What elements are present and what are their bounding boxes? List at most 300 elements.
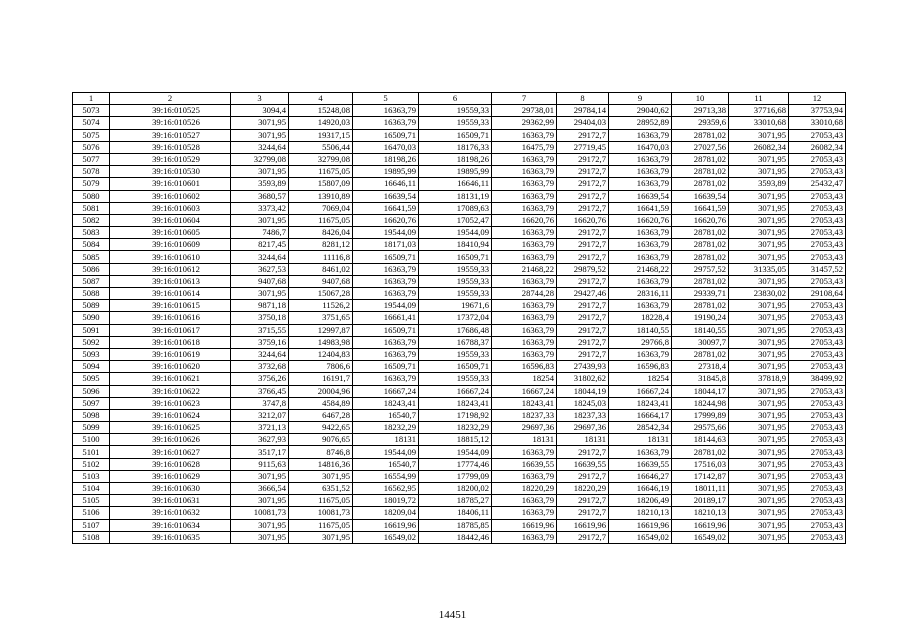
table-cell: 14816,36 <box>289 458 353 470</box>
column-header: 3 <box>231 93 289 105</box>
table-cell: 3071,95 <box>729 507 789 519</box>
table-cell: 16788,37 <box>419 336 492 348</box>
table-cell: 27053,43 <box>789 397 846 409</box>
table-cell: 18131 <box>492 434 557 446</box>
table-cell: 39:16:010621 <box>110 373 231 385</box>
table-cell: 16639,54 <box>353 190 419 202</box>
table-cell: 19895,99 <box>419 166 492 178</box>
table-cell: 27053,43 <box>789 348 846 360</box>
table-cell: 29172,7 <box>557 495 609 507</box>
table-cell: 3071,95 <box>231 117 289 129</box>
table-cell: 17799,09 <box>419 470 492 482</box>
table-cell: 16363,79 <box>492 495 557 507</box>
table-row <box>73 470 846 482</box>
table-cell: 3212,07 <box>231 409 289 421</box>
table-cell: 18243,41 <box>609 397 672 409</box>
table-cell: 23830,02 <box>729 288 789 300</box>
table-cell: 3071,95 <box>729 227 789 239</box>
table-cell: 5093 <box>73 348 110 360</box>
table-cell: 29172,7 <box>557 446 609 458</box>
table-cell: 27053,43 <box>789 312 846 324</box>
table-row <box>73 434 846 446</box>
table-cell: 16639,54 <box>672 190 729 202</box>
table-cell: 12997,87 <box>289 324 353 336</box>
table-cell: 5104 <box>73 483 110 495</box>
table-cell: 29172,7 <box>557 275 609 287</box>
table-cell: 17198,92 <box>419 409 492 421</box>
table-cell: 16363,79 <box>353 117 419 129</box>
table-row <box>73 458 846 470</box>
table-cell: 27053,43 <box>789 458 846 470</box>
table-cell: 27053,43 <box>789 336 846 348</box>
table-cell: 39:16:010527 <box>110 129 231 141</box>
table-cell: 37818,9 <box>729 373 789 385</box>
table-cell: 16596,83 <box>609 361 672 373</box>
table-cell: 18228,4 <box>609 312 672 324</box>
table-cell: 29040,62 <box>609 105 672 117</box>
table-cell: 5086 <box>73 263 110 275</box>
table-cell: 16549,02 <box>609 531 672 543</box>
table-row <box>73 373 846 385</box>
table-cell: 16363,79 <box>492 178 557 190</box>
table-cell: 32799,08 <box>231 153 289 165</box>
table-cell: 5090 <box>73 312 110 324</box>
table-cell: 16363,79 <box>609 251 672 263</box>
table-cell: 8461,02 <box>289 263 353 275</box>
table-cell: 3593,89 <box>729 178 789 190</box>
table-cell: 39:16:010603 <box>110 202 231 214</box>
table-cell: 18019,72 <box>353 495 419 507</box>
table-cell: 18131 <box>609 434 672 446</box>
table-cell: 26082,34 <box>789 141 846 153</box>
table-cell: 16619,96 <box>353 519 419 531</box>
table-cell: 3071,95 <box>231 129 289 141</box>
table-cell: 16363,79 <box>353 336 419 348</box>
column-header: 10 <box>672 93 729 105</box>
table-cell: 5088 <box>73 288 110 300</box>
table-cell: 16363,79 <box>609 153 672 165</box>
table-cell: 29404,03 <box>557 117 609 129</box>
table-cell: 16363,79 <box>492 531 557 543</box>
table-cell: 11675,05 <box>289 495 353 507</box>
table-cell: 5095 <box>73 373 110 385</box>
table-row <box>73 385 846 397</box>
table-cell: 3071,95 <box>729 129 789 141</box>
table-cell: 19190,24 <box>672 312 729 324</box>
table-row <box>73 214 846 226</box>
table-cell: 39:16:010609 <box>110 239 231 251</box>
table-cell: 5107 <box>73 519 110 531</box>
table-cell: 17686,48 <box>419 324 492 336</box>
table-row <box>73 348 846 360</box>
table-cell: 18206,49 <box>609 495 672 507</box>
table-cell: 18140,55 <box>609 324 672 336</box>
table-cell: 9407,68 <box>289 275 353 287</box>
table-cell: 31457,52 <box>789 263 846 275</box>
table-cell: 29108,64 <box>789 288 846 300</box>
table-cell: 3751,65 <box>289 312 353 324</box>
table-row <box>73 312 846 324</box>
table-cell: 33010,68 <box>789 117 846 129</box>
table-row <box>73 409 846 421</box>
table-cell: 16540,7 <box>353 409 419 421</box>
table-cell: 18410,94 <box>419 239 492 251</box>
table-cell: 3071,95 <box>729 483 789 495</box>
table-cell: 3071,95 <box>231 214 289 226</box>
table-cell: 16620,76 <box>557 214 609 226</box>
table-cell: 39:16:010625 <box>110 422 231 434</box>
table-cell: 5098 <box>73 409 110 421</box>
table-cell: 27053,43 <box>789 361 846 373</box>
table-cell: 18244,98 <box>672 397 729 409</box>
table-cell: 3071,95 <box>729 275 789 287</box>
table-cell: 7069,04 <box>289 202 353 214</box>
table-cell: 28781,02 <box>672 178 729 190</box>
table-cell: 18243,41 <box>492 397 557 409</box>
table-cell: 37753,94 <box>789 105 846 117</box>
table-cell: 16363,79 <box>609 275 672 287</box>
table-cell: 27719,45 <box>557 141 609 153</box>
table-cell: 29172,7 <box>557 300 609 312</box>
table-cell: 27053,43 <box>789 483 846 495</box>
table-cell: 33010,68 <box>729 117 789 129</box>
table-cell: 10081,73 <box>289 507 353 519</box>
table-cell: 16620,76 <box>672 214 729 226</box>
table-cell: 16509,71 <box>419 129 492 141</box>
table-cell: 39:16:010620 <box>110 361 231 373</box>
table-row <box>73 105 846 117</box>
table-row <box>73 227 846 239</box>
table-cell: 39:16:010627 <box>110 446 231 458</box>
table-cell: 39:16:010602 <box>110 190 231 202</box>
table-cell: 16549,02 <box>353 531 419 543</box>
table-cell: 27027,56 <box>672 141 729 153</box>
table-cell: 19559,33 <box>419 373 492 385</box>
table-row <box>73 178 846 190</box>
table-cell: 3071,95 <box>729 470 789 482</box>
table-cell: 16509,71 <box>353 129 419 141</box>
column-header: 11 <box>729 93 789 105</box>
table-row <box>73 483 846 495</box>
table-cell: 18785,27 <box>419 495 492 507</box>
table-cell: 18232,29 <box>353 422 419 434</box>
table-cell: 3071,95 <box>729 361 789 373</box>
table-cell: 16667,24 <box>353 385 419 397</box>
table-cell: 5100 <box>73 434 110 446</box>
table-cell: 19559,33 <box>419 348 492 360</box>
table-cell: 9871,18 <box>231 300 289 312</box>
table-cell: 18131 <box>557 434 609 446</box>
table-cell: 15067,28 <box>289 288 353 300</box>
table-cell: 3071,95 <box>729 324 789 336</box>
table-cell: 3766,45 <box>231 385 289 397</box>
table-cell: 16363,79 <box>609 239 672 251</box>
table-cell: 18171,03 <box>353 239 419 251</box>
table-cell: 17999,89 <box>672 409 729 421</box>
column-header: 4 <box>289 93 353 105</box>
table-cell: 16619,96 <box>609 519 672 531</box>
table-cell: 39:16:010614 <box>110 288 231 300</box>
table-cell: 18243,41 <box>419 397 492 409</box>
table-cell: 6467,28 <box>289 409 353 421</box>
table-cell: 3071,95 <box>729 519 789 531</box>
table-cell: 3071,95 <box>729 239 789 251</box>
table-cell: 3071,95 <box>231 288 289 300</box>
table-cell: 16363,79 <box>492 129 557 141</box>
table-cell: 5075 <box>73 129 110 141</box>
table-cell: 27053,43 <box>789 470 846 482</box>
column-header: 1 <box>73 93 110 105</box>
table-cell: 3244,64 <box>231 141 289 153</box>
table-cell: 16363,79 <box>492 202 557 214</box>
table-cell: 19895,99 <box>353 166 419 178</box>
table-cell: 16554,99 <box>353 470 419 482</box>
table-cell: 16641,59 <box>353 202 419 214</box>
table-cell: 29172,7 <box>557 312 609 324</box>
column-header: 6 <box>419 93 492 105</box>
table-cell: 29172,7 <box>557 348 609 360</box>
table-cell: 3756,26 <box>231 373 289 385</box>
table-cell: 16363,79 <box>353 105 419 117</box>
table-cell: 3715,55 <box>231 324 289 336</box>
table-cell: 27318,4 <box>672 361 729 373</box>
table-cell: 27053,43 <box>789 239 846 251</box>
table-cell: 3071,95 <box>729 190 789 202</box>
table-cell: 3750,18 <box>231 312 289 324</box>
table-cell: 18243,41 <box>353 397 419 409</box>
table-cell: 19671,6 <box>419 300 492 312</box>
table-cell: 3071,95 <box>729 422 789 434</box>
table-cell: 5074 <box>73 117 110 129</box>
table-cell: 29172,7 <box>557 202 609 214</box>
table-cell: 3627,53 <box>231 263 289 275</box>
table-cell: 6351,52 <box>289 483 353 495</box>
table-cell: 14920,03 <box>289 117 353 129</box>
table-cell: 18198,26 <box>353 153 419 165</box>
table-cell: 5087 <box>73 275 110 287</box>
table-cell: 11675,05 <box>289 519 353 531</box>
table-cell: 17052,47 <box>419 214 492 226</box>
table-cell: 39:16:010616 <box>110 312 231 324</box>
table-cell: 18815,12 <box>419 434 492 446</box>
column-header: 7 <box>492 93 557 105</box>
table-cell: 3666,54 <box>231 483 289 495</box>
table-cell: 16596,83 <box>492 361 557 373</box>
table-cell: 29172,7 <box>557 251 609 263</box>
table-cell: 5091 <box>73 324 110 336</box>
table-row <box>73 129 846 141</box>
table-cell: 27053,43 <box>789 202 846 214</box>
table-cell: 16667,24 <box>492 385 557 397</box>
column-header: 8 <box>557 93 609 105</box>
table-cell: 28781,02 <box>672 348 729 360</box>
table-cell: 17774,46 <box>419 458 492 470</box>
table-cell: 19544,09 <box>419 227 492 239</box>
table-cell: 16664,17 <box>609 409 672 421</box>
table-cell: 39:16:010613 <box>110 275 231 287</box>
table-cell: 39:16:010632 <box>110 507 231 519</box>
table-cell: 18220,29 <box>557 483 609 495</box>
table-cell: 16620,76 <box>353 214 419 226</box>
table-cell: 3071,95 <box>231 166 289 178</box>
table-cell: 11675,05 <box>289 214 353 226</box>
table-cell: 39:16:010635 <box>110 531 231 543</box>
table-cell: 29172,7 <box>557 166 609 178</box>
table-cell: 16363,79 <box>353 275 419 287</box>
column-header: 9 <box>609 93 672 105</box>
table-cell: 29339,71 <box>672 288 729 300</box>
table-cell: 16363,79 <box>492 166 557 178</box>
table-cell: 3071,95 <box>729 458 789 470</box>
table-cell: 19544,09 <box>353 227 419 239</box>
table-cell: 3071,95 <box>729 202 789 214</box>
table-cell: 16509,71 <box>353 251 419 263</box>
table-cell: 28744,28 <box>492 288 557 300</box>
table-cell: 39:16:010623 <box>110 397 231 409</box>
table-cell: 18200,02 <box>419 483 492 495</box>
table-cell: 27053,43 <box>789 227 846 239</box>
table-cell: 18406,11 <box>419 507 492 519</box>
table-cell: 21468,22 <box>492 263 557 275</box>
table-cell: 19544,09 <box>419 446 492 458</box>
table-row <box>73 336 846 348</box>
table-cell: 16540,7 <box>353 458 419 470</box>
table-cell: 16363,79 <box>492 251 557 263</box>
table-cell: 3071,95 <box>231 519 289 531</box>
table-cell: 27053,43 <box>789 385 846 397</box>
table-cell: 3747,8 <box>231 397 289 409</box>
table-row <box>73 275 846 287</box>
table-cell: 28952,89 <box>609 117 672 129</box>
table-cell: 19544,09 <box>353 300 419 312</box>
table-cell: 28781,02 <box>672 239 729 251</box>
table-cell: 29697,36 <box>492 422 557 434</box>
table-cell: 39:16:010530 <box>110 166 231 178</box>
table-cell: 5097 <box>73 397 110 409</box>
table-cell: 16646,11 <box>353 178 419 190</box>
table-cell: 39:16:010601 <box>110 178 231 190</box>
table-cell: 16363,79 <box>353 263 419 275</box>
table-cell: 3244,64 <box>231 251 289 263</box>
table-cell: 29362,99 <box>492 117 557 129</box>
table-cell: 15807,09 <box>289 178 353 190</box>
table-cell: 29172,7 <box>557 531 609 543</box>
table-cell: 16509,71 <box>353 324 419 336</box>
table-cell: 28781,02 <box>672 166 729 178</box>
table-cell: 16549,02 <box>672 531 729 543</box>
table-cell: 16667,24 <box>419 385 492 397</box>
table-cell: 16363,79 <box>492 227 557 239</box>
table-cell: 9422,65 <box>289 422 353 434</box>
table-cell: 3680,57 <box>231 190 289 202</box>
table-cell: 29757,52 <box>672 263 729 275</box>
table-cell: 16363,79 <box>353 288 419 300</box>
table-cell: 11116,8 <box>289 251 353 263</box>
table-cell: 29713,38 <box>672 105 729 117</box>
table-cell: 31802,62 <box>557 373 609 385</box>
table-row <box>73 495 846 507</box>
table-cell: 17089,63 <box>419 202 492 214</box>
table-cell: 3071,95 <box>729 397 789 409</box>
table-row <box>73 507 846 519</box>
table-cell: 3071,95 <box>729 153 789 165</box>
table-row <box>73 531 846 543</box>
table-cell: 37716,68 <box>729 105 789 117</box>
table-cell: 30097,7 <box>672 336 729 348</box>
table-cell: 16363,79 <box>492 470 557 482</box>
table-cell: 27053,43 <box>789 300 846 312</box>
table-cell: 29172,7 <box>557 190 609 202</box>
table-cell: 5103 <box>73 470 110 482</box>
table-cell: 16667,24 <box>609 385 672 397</box>
table-cell: 29172,7 <box>557 153 609 165</box>
table-cell: 39:16:010615 <box>110 300 231 312</box>
table-cell: 16363,79 <box>492 300 557 312</box>
table-cell: 16509,71 <box>419 361 492 373</box>
table-cell: 8217,45 <box>231 239 289 251</box>
table-cell: 32799,08 <box>289 153 353 165</box>
table-cell: 3071,95 <box>231 495 289 507</box>
table-cell: 7806,6 <box>289 361 353 373</box>
table-cell: 18785,85 <box>419 519 492 531</box>
table-cell: 16509,71 <box>419 251 492 263</box>
table-cell: 18131,19 <box>419 190 492 202</box>
table-cell: 31335,05 <box>729 263 789 275</box>
table-cell: 16363,79 <box>609 227 672 239</box>
table-row <box>73 446 846 458</box>
table-cell: 28781,02 <box>672 275 729 287</box>
column-header: 5 <box>353 93 419 105</box>
table-cell: 3373,42 <box>231 202 289 214</box>
table-cell: 16363,79 <box>492 507 557 519</box>
table-cell: 16646,19 <box>609 483 672 495</box>
table-cell: 3071,95 <box>729 300 789 312</box>
table-cell: 16191,7 <box>289 373 353 385</box>
table-cell: 39:16:010604 <box>110 214 231 226</box>
table-cell: 29738,01 <box>492 105 557 117</box>
table-cell: 18220,29 <box>492 483 557 495</box>
table-cell: 16363,79 <box>353 348 419 360</box>
table-cell: 3071,95 <box>729 446 789 458</box>
table-cell: 18131 <box>353 434 419 446</box>
table-cell: 17516,03 <box>672 458 729 470</box>
table-cell: 20004,96 <box>289 385 353 397</box>
table-cell: 18044,17 <box>672 385 729 397</box>
table-row <box>73 300 846 312</box>
table-cell: 16562,95 <box>353 483 419 495</box>
table-cell: 19544,09 <box>353 446 419 458</box>
table-cell: 9115,63 <box>231 458 289 470</box>
column-header: 2 <box>110 93 231 105</box>
table-cell: 3071,95 <box>729 385 789 397</box>
table-cell: 18011,11 <box>672 483 729 495</box>
table-cell: 29172,7 <box>557 470 609 482</box>
table-cell: 3071,95 <box>729 336 789 348</box>
table-cell: 3071,95 <box>729 251 789 263</box>
table-cell: 5083 <box>73 227 110 239</box>
table-row <box>73 422 846 434</box>
table-row <box>73 141 846 153</box>
table-cell: 19559,33 <box>419 263 492 275</box>
table-cell: 16509,71 <box>353 361 419 373</box>
table-cell: 39:16:010612 <box>110 263 231 275</box>
table-cell: 39:16:010618 <box>110 336 231 348</box>
table-cell: 28781,02 <box>672 129 729 141</box>
table-row <box>73 166 846 178</box>
table-cell: 28781,02 <box>672 300 729 312</box>
table-row <box>73 117 846 129</box>
table-cell: 16363,79 <box>492 336 557 348</box>
